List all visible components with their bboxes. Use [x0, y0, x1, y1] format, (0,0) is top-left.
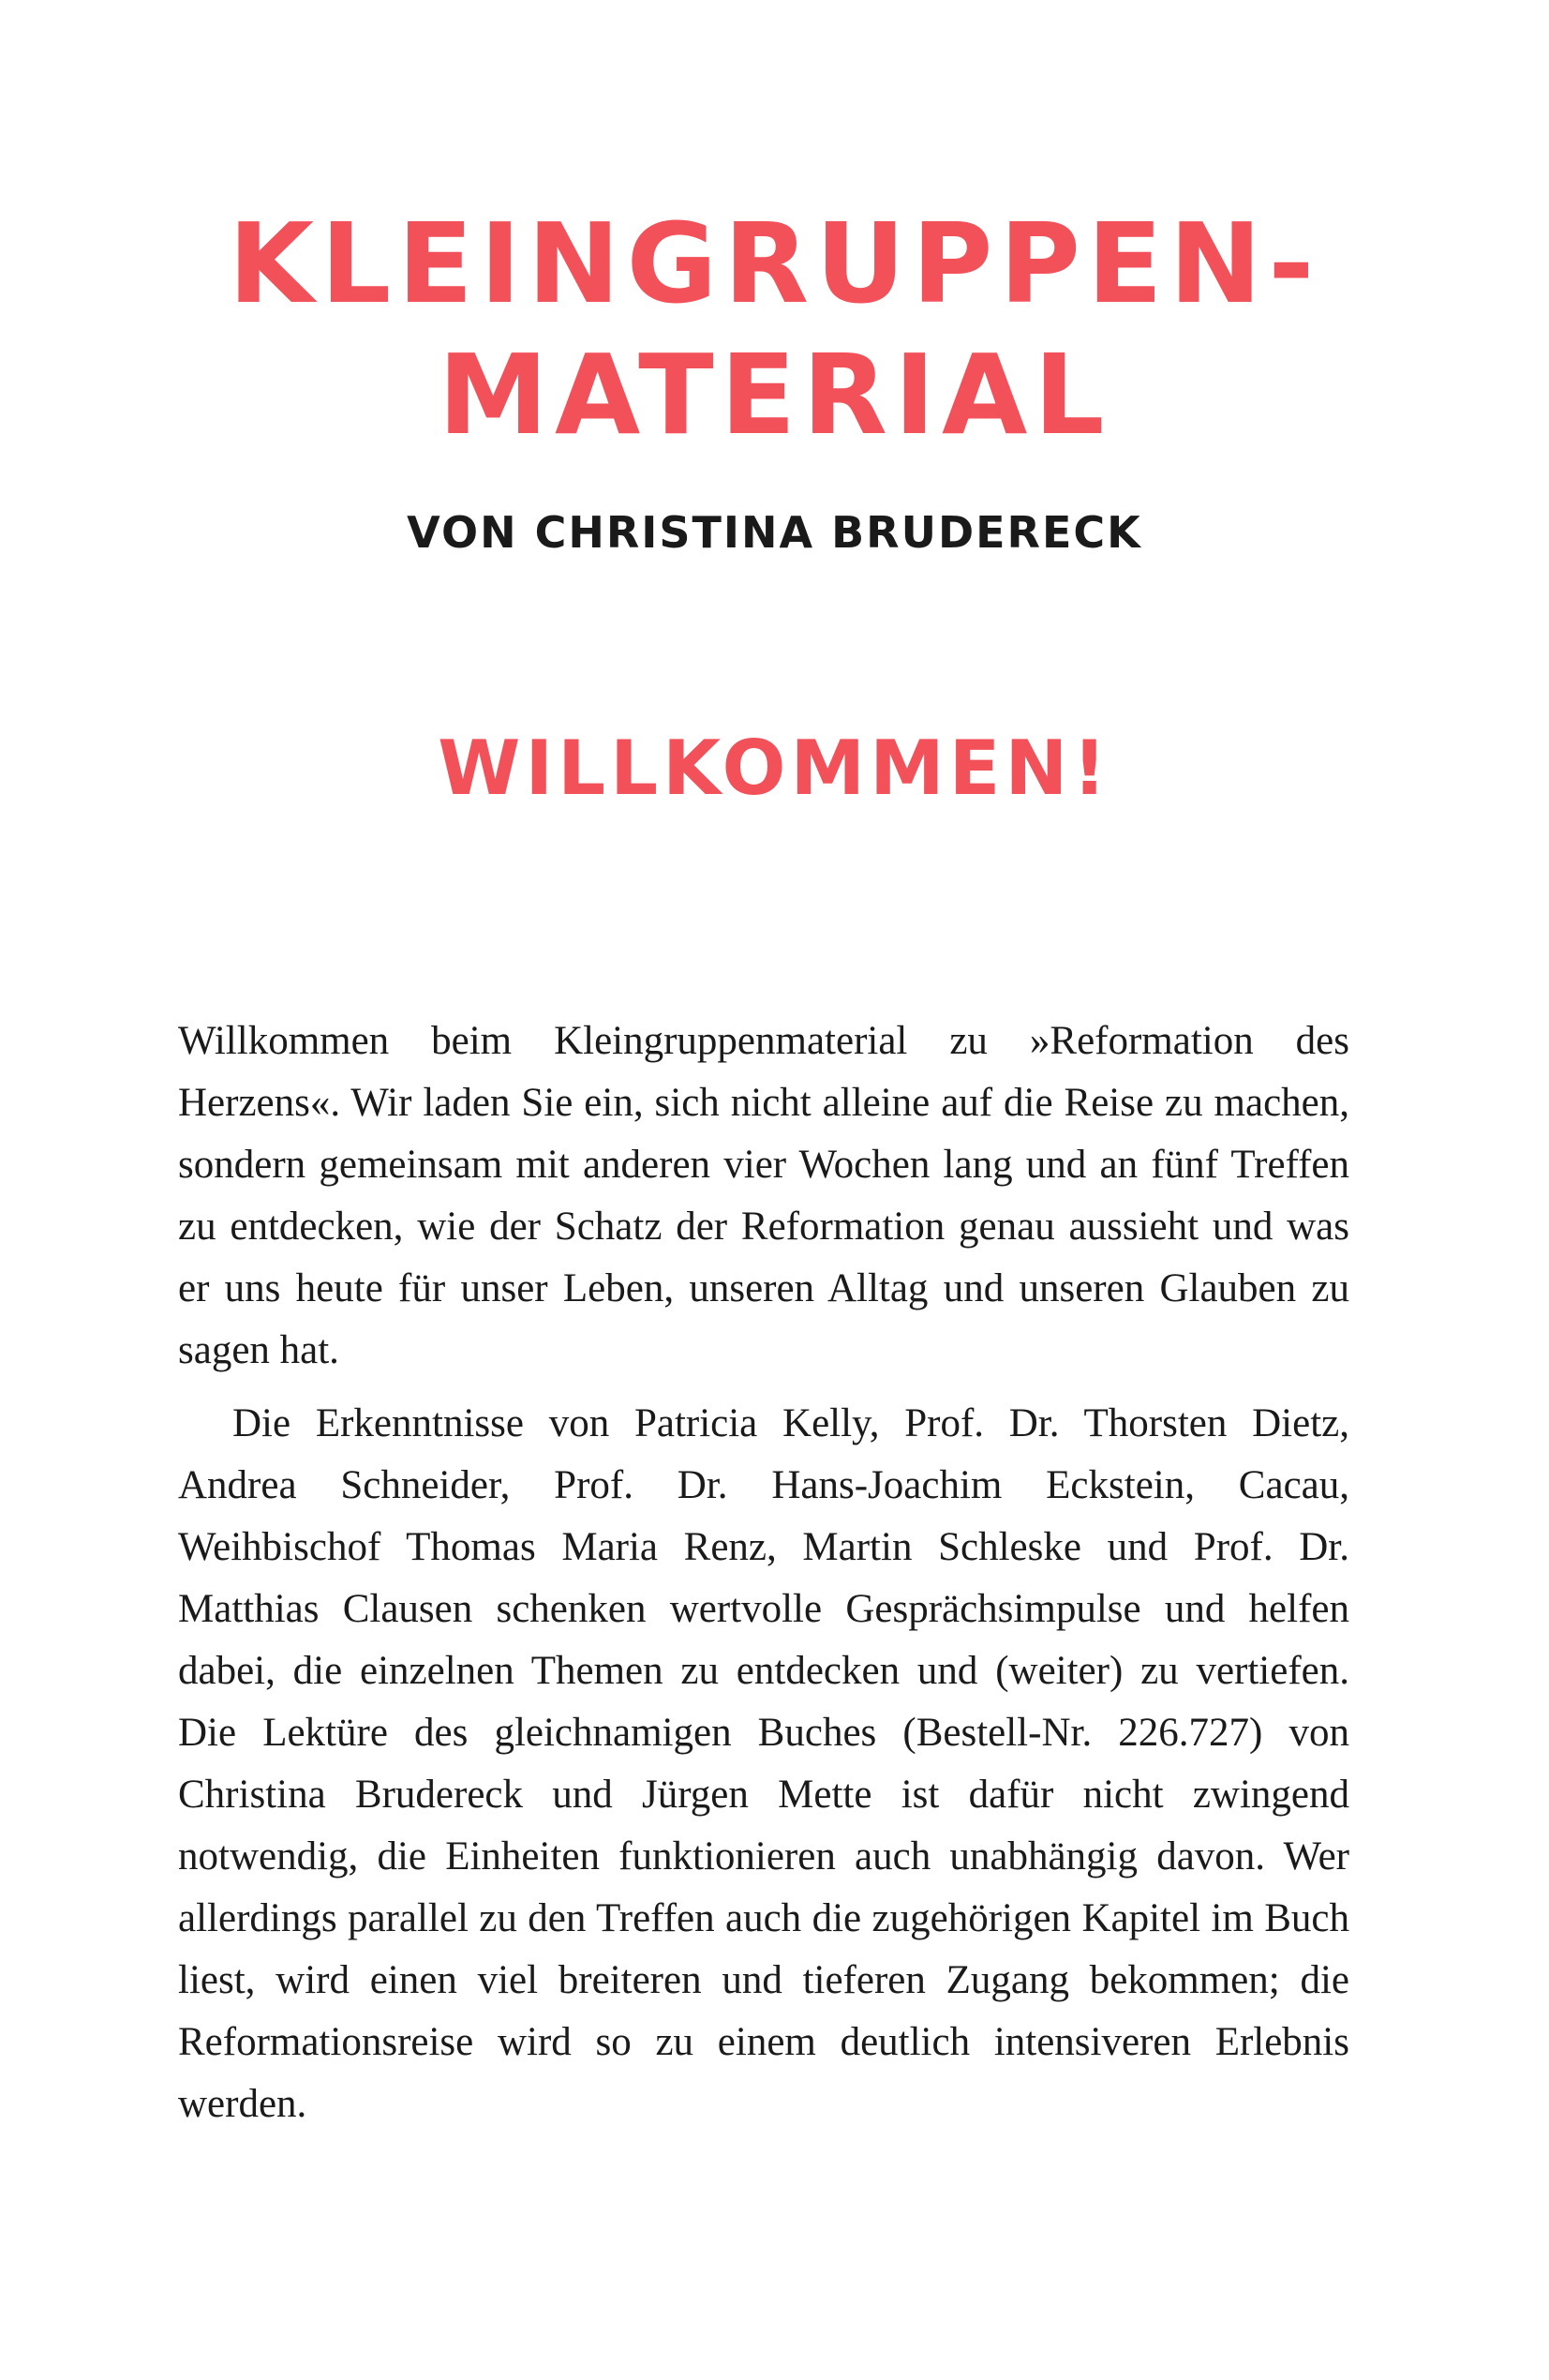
paragraph-2: Die Erkenntnisse von Patricia Kelly, Prof. Dr. Thorsten Dietz, Andrea Schneider, Prof. Dr. Hans-Joachim Eckstein, Cacau, Weihbischof Thomas Maria Renz, Martin Schleske und Prof. Dr. Matthias Clausen schenken wertvolle Gesprächsimpulse und helfen dabei, die einzelnen Themen zu entdecken und (weiter) zu vertiefen. Die Lektüre des gleichnamigen Buches (Bestell-Nr. 226.727) von Christina Brudereck und Jürgen Mette ist dafür nicht zwingend notwendig, die Einheiten funktionieren auch unabhängig davon. Wer allerdings parallel zu den Treffen auch die zugehörigen Kapitel im Buch liest, wird einen viel breiteren und tieferen Zugang bekommen; die Reformationsreise wird so zu einem deutlich intensiveren Erlebnis werden.	[178, 1401, 1349, 2126]
title-line-1: KLEINGRUPPEN-	[228, 199, 1321, 328]
section-heading: WILLKOMMEN!	[438, 725, 1111, 812]
author-byline: VON CHRISTINA BRUDERECK	[407, 507, 1142, 558]
paragraph-1: Willkommen beim Kleingruppenmaterial zu »Reformation des Herzens«. Wir laden Sie ein, sich nicht alleine auf die Reise zu machen, sondern gemeinsam mit anderen vier Wochen lang und an fünf Treffen zu entdecken, wie der Schatz der Reformation genau aussieht und was er uns heute für unser Leben, unseren Alltag und unseren Glauben zu sagen hat.	[178, 1019, 1349, 1372]
title-line-2: MATERIAL	[438, 330, 1111, 459]
body-text	[178, 1010, 1349, 2135]
